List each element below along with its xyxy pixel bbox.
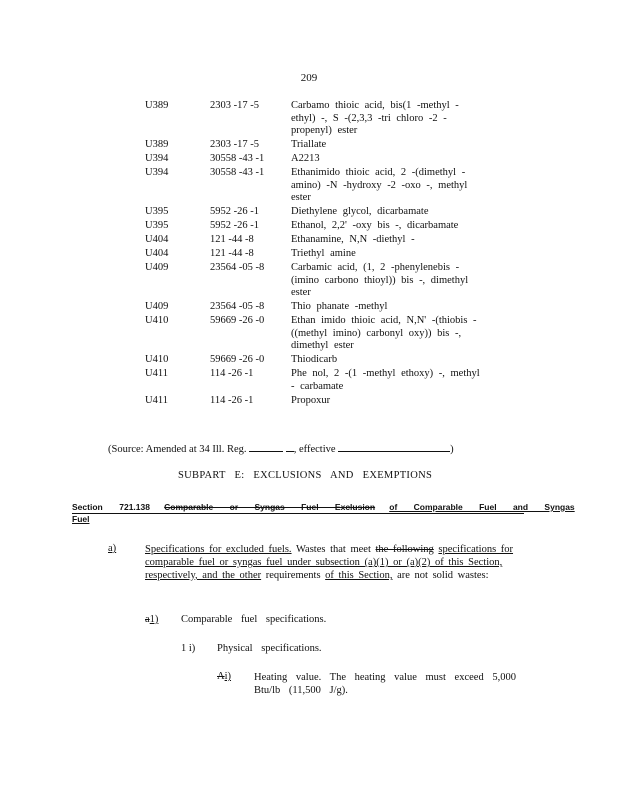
section-number: 721.138 xyxy=(119,502,150,512)
para-a-struck-text: the following xyxy=(375,544,434,555)
section-heading-rule xyxy=(72,513,524,514)
chemical-name: Carbamic acid, (1, 2 -phenylenebis - (imino carbono thioyl)) bis -, dimethyl ester xyxy=(291,262,469,298)
cas-number: 23564 -05 -8 xyxy=(210,301,265,312)
para-A-marker: Ai) xyxy=(217,671,232,682)
chemical-name: Ethanamine, N,N -diethyl - xyxy=(291,234,415,245)
source-note xyxy=(108,442,454,455)
waste-code: U394 xyxy=(145,167,169,178)
source-suffix: ) xyxy=(450,444,454,455)
source-blank-page xyxy=(286,442,294,452)
chemical-name: Diethylene glycol, dicarbamate xyxy=(291,206,429,217)
section-old-title: Comparable or Syngas Fuel Exclusion xyxy=(164,502,376,512)
chemical-name: Triethyl amine xyxy=(291,248,356,259)
section-heading-continuation: Fuel xyxy=(72,514,90,524)
waste-code: U404 xyxy=(145,234,169,245)
cas-number: 121 -44 -8 xyxy=(210,234,254,245)
para-a-heading: Specifications for excluded fuels. xyxy=(145,544,292,555)
source-blank-date xyxy=(338,442,450,452)
source-mid: , effective xyxy=(293,444,336,455)
waste-code: U409 xyxy=(145,301,169,312)
cas-number: 2303 -17 -5 xyxy=(210,100,259,111)
para-1-text: Comparable fuel specifications. xyxy=(181,614,327,625)
cas-number: 30558 -43 -1 xyxy=(210,167,265,178)
cas-number: 5952 -26 -1 xyxy=(210,220,259,231)
waste-code: U410 xyxy=(145,354,169,365)
chemical-name: Phe nol, 2 -(1 -methyl ethoxy) -, methyl - carbamate xyxy=(291,368,480,392)
waste-code: U411 xyxy=(145,394,168,406)
para-i-text: Physical specifications. xyxy=(217,643,322,654)
cas-number: 30558 -43 -1 xyxy=(210,153,265,164)
section-new-title: of Comparable Fuel and Syngas xyxy=(389,502,575,512)
cas-number: 5952 -26 -1 xyxy=(210,206,259,217)
chemical-name: Triallate xyxy=(291,139,327,150)
cas-number: 114 -26 -1 xyxy=(210,394,254,406)
cas-number: 121 -44 -8 xyxy=(210,248,254,259)
waste-code: U389 xyxy=(145,139,169,150)
waste-code: U409 xyxy=(145,262,169,273)
chemical-name: Ethanimido thioic acid, 2 -(dimethyl - amino) -N -hydroxy -2 -oxo -, methyl ester xyxy=(291,167,468,203)
chemical-name: Ethanol, 2,2' -oxy bis -, dicarbamate xyxy=(291,220,459,231)
waste-code: U395 xyxy=(145,220,169,231)
waste-code: U389 xyxy=(145,100,169,111)
waste-code: U394 xyxy=(145,153,169,164)
chemical-name: Thiodicarb xyxy=(291,354,338,365)
para-a-marker: a) xyxy=(108,543,117,554)
waste-code: U395 xyxy=(145,206,169,217)
section-label: Section xyxy=(72,502,103,512)
chemical-name: Ethan imido thioic acid, N,N' -(thiobis - ((methyl imino) carbonyl oxy)) bis -, dimethyl ester xyxy=(291,315,477,351)
chemical-name: Carbamo thioic acid, bis(1 -methyl - ethyl) -, S -(2,3,3 -tri chloro -2 -propenyl) ester xyxy=(291,100,459,136)
cas-number: 2303 -17 -5 xyxy=(210,139,259,150)
waste-code: U410 xyxy=(145,315,169,326)
source-blank-register xyxy=(249,442,283,452)
source-prefix: (Source: Amended at 34 Ill. Reg. xyxy=(108,444,247,455)
para-i-marker: 1 i) xyxy=(181,643,196,654)
para-a-text: Specifications for excluded fuels. Wastes that meet the following specifications for comparable fuel or syngas fuel under subsection (a)(1) or (a)(2) of this Section, respectively, and the other requirements of this Section, are not solid wastes: xyxy=(145,544,514,581)
para-1-marker: a1) xyxy=(145,614,159,625)
page-number: 209 xyxy=(300,72,318,84)
cas-number: 114 -26 -1 xyxy=(210,368,254,379)
para-A-text: Heating value. The heating value must exceed 5,000 Btu/lb (11,500 J/g). xyxy=(254,672,516,696)
cas-number: 23564 -05 -8 xyxy=(210,262,265,273)
cas-number: 59669 -26 -0 xyxy=(210,315,265,326)
waste-code: U411 xyxy=(145,368,168,379)
subpart-heading: SUBPART E: EXCLUSIONS AND EXEMPTIONS xyxy=(178,470,433,481)
chemical-name: Thio phanate -methyl xyxy=(291,301,388,312)
section-heading xyxy=(72,502,575,512)
waste-code: U404 xyxy=(145,248,169,259)
chemical-name: Propoxur xyxy=(291,394,331,406)
cas-number: 59669 -26 -0 xyxy=(210,354,265,365)
chemical-name: A2213 xyxy=(291,153,320,164)
